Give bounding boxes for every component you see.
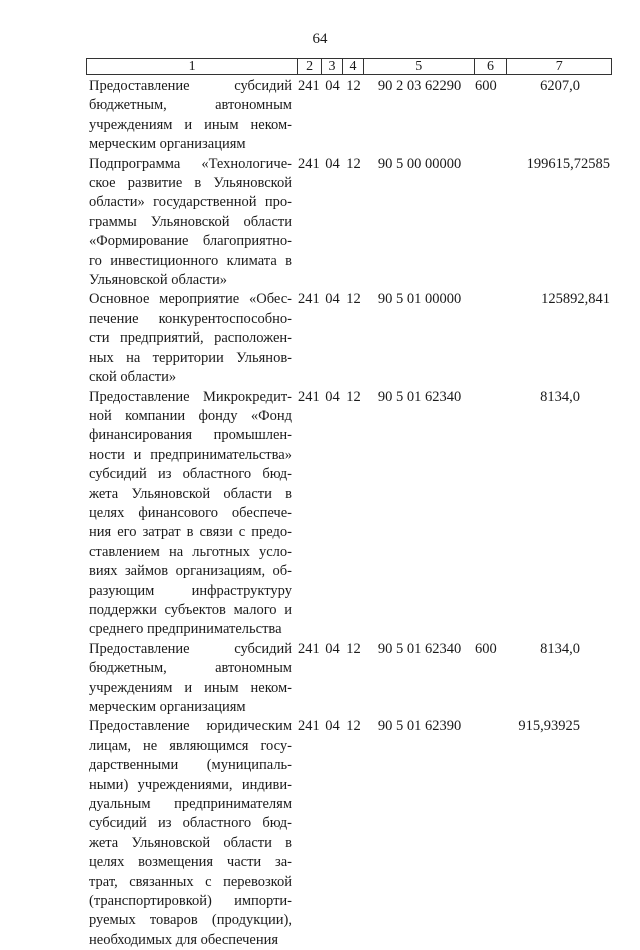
- row-name-line: граммы Ульяновской области: [89, 213, 292, 230]
- row-name-line: мерческим организациям: [89, 699, 246, 715]
- row-cell-c7: 915,93925: [518, 718, 580, 735]
- row-name-line: дарственными (муниципаль-: [89, 757, 292, 774]
- table-body: [86, 77, 612, 950]
- row-cell-c4: 12: [346, 718, 361, 735]
- row-name-line: среднего предпринимательства: [89, 621, 282, 638]
- row-cell-c5: 90 2 03 62290: [377, 78, 462, 94]
- header-col-5: 5: [364, 59, 475, 74]
- row-name-line: бюджетным, автономным: [89, 97, 292, 114]
- header-col-6: 6: [475, 59, 508, 74]
- row-cell-c2: 241: [298, 718, 320, 735]
- row-cell-c3: 04: [325, 78, 340, 94]
- row-name-line: жета Ульяновской области в: [89, 834, 292, 851]
- row-name-line: целях возмещения части за-: [89, 854, 292, 871]
- row-cell-c2: 241: [298, 155, 320, 172]
- row-name-line: области» государственной про-: [89, 194, 292, 211]
- row-cell-c5: 90 5 01 62390: [377, 718, 462, 735]
- table-row: [86, 155, 612, 291]
- row-cell-c5: 90 5 00 00000: [377, 155, 462, 172]
- row-name-line: ными) учреждениями, индиви-: [89, 776, 292, 793]
- row-name-line: сти предприятий, расположен-: [89, 330, 292, 347]
- row-name-line: субсидий из областного бюд-: [89, 466, 292, 483]
- row-cell-c4: 12: [346, 78, 361, 94]
- row-name-line: Предоставление субсидий: [89, 640, 292, 657]
- row-cell-c3: 04: [325, 640, 340, 657]
- row-name-line: субсидий из областного бюд-: [89, 815, 292, 832]
- row-cell-c3: 04: [325, 291, 340, 308]
- row-cell-c2: 241: [298, 640, 320, 657]
- table-header-row: [86, 58, 612, 75]
- page-number: 64: [312, 31, 328, 47]
- row-name-line: Предоставление юридическим: [89, 718, 292, 735]
- row-name-line: поддержки субъектов малого и: [89, 601, 292, 618]
- row-cell-c7: 6207,0: [540, 78, 580, 94]
- row-name-line: (транспортировкой) импорти-: [89, 893, 292, 910]
- row-name-line: Предоставление субсидий: [89, 78, 292, 94]
- row-cell-c2: 241: [298, 291, 320, 308]
- header-col-2: 2: [298, 59, 322, 74]
- row-cell-c3: 04: [325, 388, 340, 405]
- row-name-line: финансирования промышлен-: [89, 427, 292, 444]
- row-name-line: лицам, не являющимся госу-: [89, 737, 292, 754]
- row-cell-c4: 12: [346, 155, 361, 172]
- table-row: [86, 388, 612, 640]
- row-name-line: ности и предпринимательства»: [89, 446, 292, 463]
- row-name: [86, 77, 298, 155]
- row-name-line: трат, связанных с перевозкой: [89, 873, 292, 890]
- row-name-line: ния его затрат в связи с предо-: [89, 524, 292, 541]
- row-name: [86, 717, 298, 950]
- row-name-line: дуальным предпринимателям: [89, 796, 292, 813]
- row-name-line: Предоставление Микрокредит-: [89, 388, 292, 405]
- row-cell-c6: 600: [475, 78, 497, 94]
- row-cell-c7: 125892,841: [541, 291, 610, 308]
- row-cell-c7: 8134,0: [540, 388, 580, 405]
- row-cell-c4: 12: [346, 640, 361, 657]
- header-col-7: 7: [555, 59, 563, 74]
- row-name: [86, 640, 298, 718]
- row-name-line: разующим инфраструктуру: [89, 582, 292, 599]
- row-cell-c2: 241: [298, 78, 320, 94]
- row-name-line: учреждениям и иным неком-: [89, 116, 292, 133]
- row-name-line: необходимых для обеспечения: [89, 931, 279, 948]
- row-name-line: руемых товаров (продукции),: [89, 912, 292, 929]
- row-name: [86, 388, 298, 640]
- table-row: [86, 290, 612, 387]
- row-cell-c4: 12: [346, 291, 361, 308]
- row-cell-c7: 199615,72585: [526, 155, 610, 172]
- row-name-line: ское развитие в Ульяновской: [89, 175, 292, 192]
- row-cell-c3: 04: [325, 718, 340, 735]
- header-col-3: 3: [322, 59, 343, 74]
- row-name-line: мерческим организациям: [89, 136, 246, 153]
- row-cell-c4: 12: [346, 388, 361, 405]
- row-name-line: жета Ульяновской области в: [89, 485, 292, 502]
- row-name-line: го инвестиционного климата в: [89, 252, 292, 269]
- row-name-line: ской области»: [89, 369, 177, 386]
- header-col-4: 4: [343, 59, 364, 74]
- row-name-line: Основное мероприятие «Обес-: [89, 291, 292, 308]
- row-name-line: виях займов организациям, об-: [89, 563, 292, 580]
- table-row: [86, 77, 612, 155]
- table-row: [86, 717, 612, 950]
- row-name-line: Подпрограмма «Технологиче-: [89, 155, 292, 172]
- row-name-line: ных на территории Ульянов-: [89, 349, 292, 366]
- row-name-line: ной компании фонду «Фонд: [89, 407, 292, 424]
- row-cell-c3: 04: [325, 155, 340, 172]
- row-cell-c5: 90 5 01 62340: [377, 640, 462, 657]
- row-name-line: целях финансового обеспече-: [89, 504, 292, 521]
- row-name-line: печение конкурентоспособно-: [89, 310, 292, 327]
- row-name: [86, 155, 298, 291]
- header-col-1: 1: [87, 59, 298, 74]
- row-cell-c2: 241: [298, 388, 320, 405]
- row-name-line: бюджетным, автономным: [89, 660, 292, 677]
- row-cell-c5: 90 5 01 62340: [377, 388, 462, 405]
- row-cell-c7: 8134,0: [540, 640, 580, 657]
- row-name: [86, 290, 298, 387]
- row-name-line: «Формирование благоприятно-: [89, 233, 292, 250]
- row-cell-c6: 600: [475, 640, 497, 657]
- row-name-line: Ульяновской области»: [89, 272, 228, 289]
- table-row: [86, 640, 612, 718]
- row-cell-c5: 90 5 01 00000: [377, 291, 462, 308]
- row-name-line: ставлением на льготных усло-: [89, 543, 292, 560]
- row-name-line: учреждениям и иным неком-: [89, 679, 292, 696]
